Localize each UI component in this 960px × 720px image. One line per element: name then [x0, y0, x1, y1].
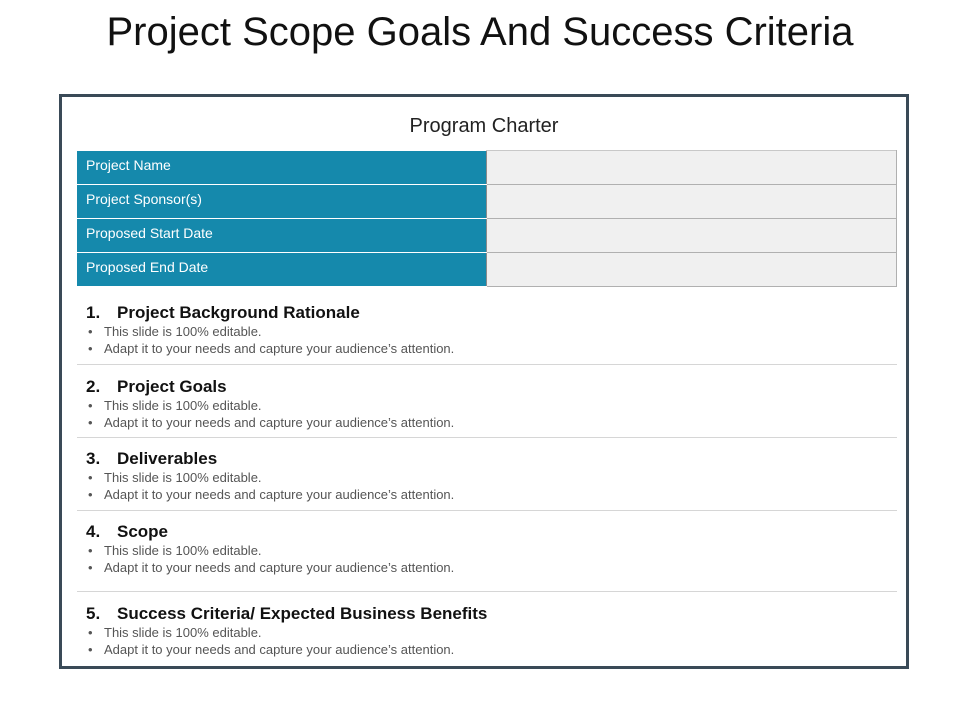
list-item: [86, 323, 897, 340]
section-title: Scope: [117, 522, 169, 541]
bullet-icon: •: [88, 487, 93, 502]
section-title: Project Goals: [117, 377, 227, 396]
bullet-text: Adapt it to your needs and capture your audience’s attention.: [104, 341, 455, 356]
list-item: [86, 469, 897, 486]
page-title: Project Scope Goals And Success Criteria: [106, 10, 854, 54]
section-number: 4.: [86, 522, 101, 541]
section-number: 5.: [86, 604, 101, 623]
charter-label: Project Sponsor(s): [77, 185, 487, 219]
list-item: [86, 486, 897, 503]
list-item: [86, 414, 897, 431]
section-success-criteria: [77, 592, 897, 662]
charter-label: Proposed Start Date: [77, 219, 487, 253]
bullet-text: This slide is 100% editable.: [104, 470, 262, 485]
list-item: [86, 542, 897, 559]
bullet-text: Adapt it to your needs and capture your audience’s attention.: [104, 642, 455, 657]
charter-value-field[interactable]: [487, 219, 897, 253]
charter-table: [77, 150, 897, 287]
list-item: [86, 340, 897, 357]
bullet-text: Adapt it to your needs and capture your audience’s attention.: [104, 415, 455, 430]
section-project-goals: [77, 365, 897, 438]
section-title: Project Background Rationale: [117, 303, 360, 322]
charter-row-end-date: [77, 253, 897, 287]
charter-sections: [77, 291, 897, 662]
bullet-text: This slide is 100% editable.: [104, 543, 262, 558]
section-heading: [86, 604, 897, 624]
bullet-text: Adapt it to your needs and capture your audience’s attention.: [104, 487, 455, 502]
bullet-icon: •: [88, 642, 93, 657]
bullet-icon: •: [88, 625, 93, 640]
bullet-text: This slide is 100% editable.: [104, 625, 262, 640]
charter-title: Program Charter: [409, 115, 559, 137]
bullet-text: This slide is 100% editable.: [104, 324, 262, 339]
charter-row-project-sponsor: [77, 185, 897, 219]
list-item: [86, 624, 897, 641]
charter-frame: [59, 94, 909, 669]
charter-row-project-name: [77, 151, 897, 185]
charter-row-start-date: [77, 219, 897, 253]
bullet-icon: •: [88, 415, 93, 430]
section-deliverables: [77, 438, 897, 511]
section-title: Deliverables: [117, 449, 218, 468]
bullet-icon: •: [88, 560, 93, 575]
charter-label: Project Name: [77, 151, 487, 185]
bullet-icon: •: [88, 398, 93, 413]
bullet-icon: •: [88, 341, 93, 356]
charter-value-field[interactable]: [487, 253, 897, 287]
bullet-icon: •: [88, 543, 93, 558]
bullet-icon: •: [88, 324, 93, 339]
list-item: [86, 397, 897, 414]
charter-value-field[interactable]: [487, 151, 897, 185]
section-number: 2.: [86, 377, 101, 396]
charter-label: Proposed End Date: [77, 253, 487, 287]
section-heading: [86, 303, 897, 323]
section-heading: [86, 449, 897, 469]
list-item: [86, 641, 897, 658]
bullet-text: Adapt it to your needs and capture your audience’s attention.: [104, 560, 455, 575]
section-background-rationale: [77, 291, 897, 365]
section-title: Success Criteria/ Expected Business Benefits: [117, 604, 488, 623]
section-heading: [86, 377, 897, 397]
charter-value-field[interactable]: [487, 185, 897, 219]
section-heading: [86, 522, 897, 542]
section-number: 3.: [86, 449, 101, 468]
section-scope: [77, 511, 897, 592]
bullet-icon: •: [88, 470, 93, 485]
section-number: 1.: [86, 303, 101, 322]
list-item: [86, 559, 897, 576]
bullet-text: This slide is 100% editable.: [104, 398, 262, 413]
